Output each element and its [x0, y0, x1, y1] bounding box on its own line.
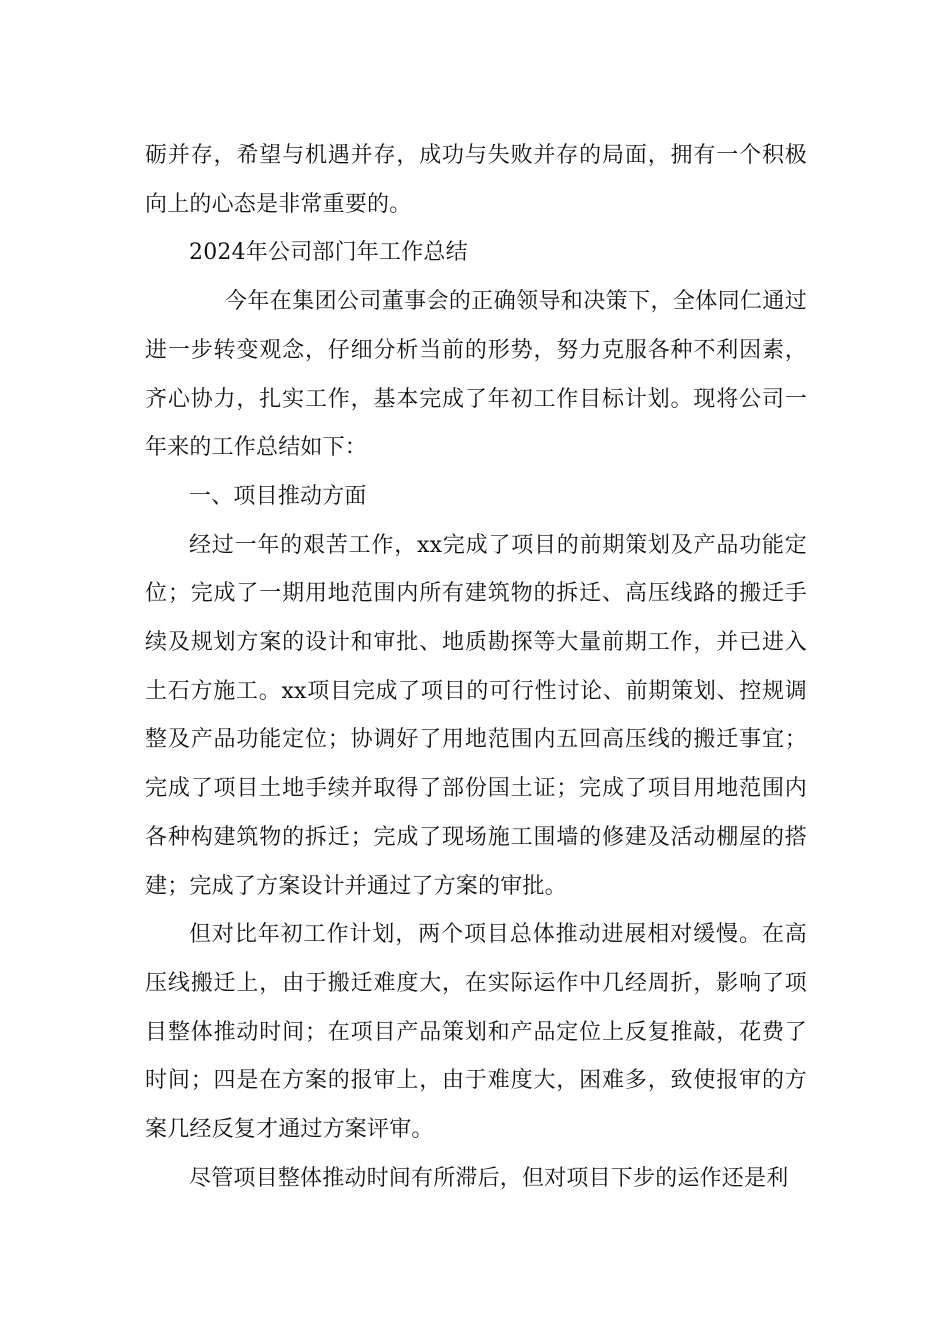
section-heading-project-progress: 一、项目推动方面: [189, 483, 367, 509]
paragraph-project-outlook: 尽管项目整体推动时间有所滞后，但对项目下步的运作还是利: [189, 1165, 789, 1191]
section-title: 2024年公司部门年工作总结: [189, 240, 468, 266]
paragraph-project-details: 经过一年的艰苦工作，xx完成了项目的前期策划及产品功能定位；完成了一期用地范围内所有建筑物的拆迁、高压线路的搬迁手续及规划方案的设计和审批、地质勘探等大量前期工作，并已进入土石方施工。xx项目完成了项目的可行性讨论、前期策划、控规调整及产品功能定位；协调好了用地范围内五回高压线的搬迁事宜；完成了项目土地手续并取得了部份国土证；完成了项目用地范围内各种构建筑物的拆迁；完成了现场施工围墙的修建及活动棚屋的搭建；完成了方案设计并通过了方案的审批。: [145, 532, 807, 899]
paragraph-intro: 今年在集团公司董事会的正确领导和决策下，全体同仁通过进一步转变观念，仔细分析当前的形势，努力克服各种不利因素，齐心协力，扎实工作，基本完成了年初工作目标计划。现将公司一年来的工作总结如下：: [145, 289, 807, 461]
paragraph-project-delays: 但对比年初工作计划，两个项目总体推动进展相对缓慢。在高压线搬迁上，由于搬迁难度大，在实际运作中几经周折，影响了项目整体推动时间；在项目产品策划和产品定位上反复推敲，花费了时间；四是在方案的报审上，由于难度大，困难多，致使报审的方案几经反复才通过方案评审。: [145, 922, 807, 1143]
document-body: [145, 132, 807, 1203]
paragraph-continuation: 砺并存，希望与机遇并存，成功与失败并存的局面，拥有一个积极向上的心态是非常重要的。: [145, 143, 807, 217]
